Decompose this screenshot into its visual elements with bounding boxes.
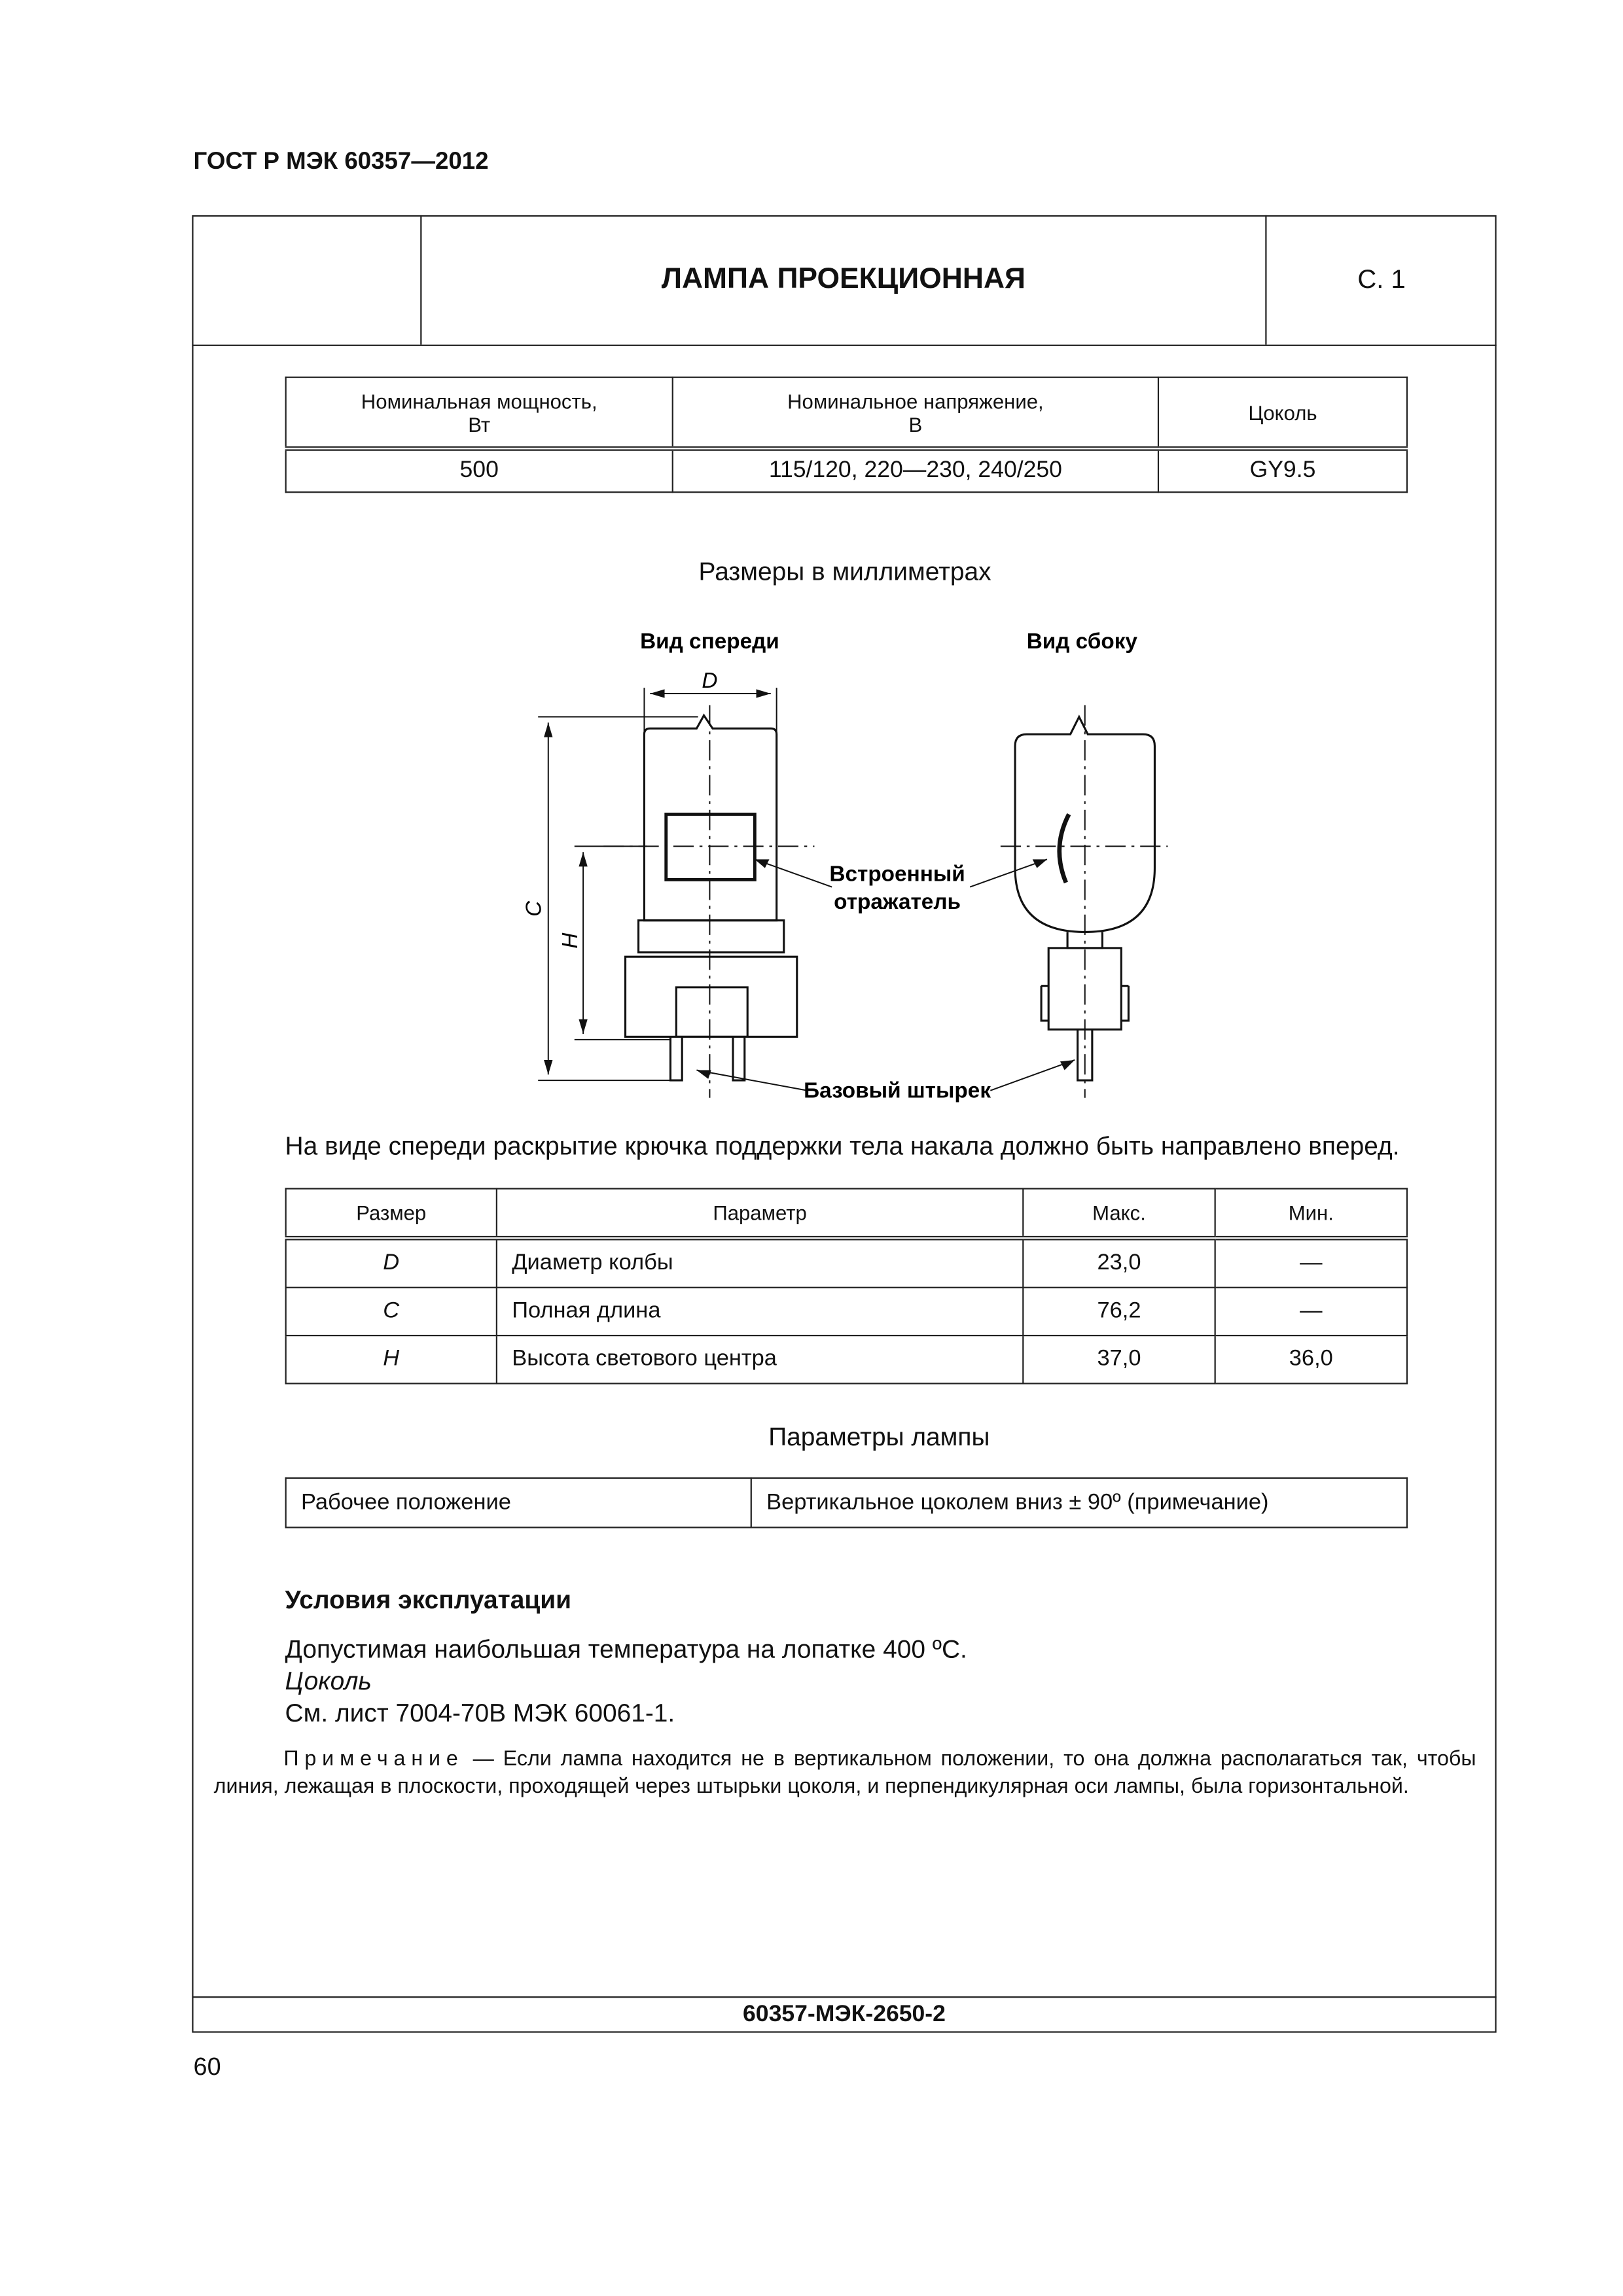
header-cap: Цоколь: [1158, 378, 1407, 449]
front-view-note: На виде спереди раскрытие крючка поддержки тела накала должно быть направлено вперед.: [285, 1131, 1400, 1161]
dim-param-cell: Диаметр колбы: [497, 1238, 1023, 1288]
dim-min-cell: 36,0: [1215, 1335, 1407, 1383]
dim-h-label: H: [558, 932, 583, 949]
dim-size-cell: H: [286, 1335, 497, 1383]
dim-d-label: D: [702, 669, 718, 694]
reflector-label-2: отражатель: [834, 889, 961, 914]
dim-max-cell: 76,2: [1023, 1288, 1215, 1335]
front-pin-left: [670, 1036, 682, 1080]
lamp-params-caption: Параметры лампы: [768, 1422, 990, 1451]
value-cap: GY9.5: [1158, 449, 1407, 493]
front-base: [626, 957, 797, 1036]
table-row: [286, 1238, 1407, 1288]
header-voltage: Номинальное напряжение, В: [673, 378, 1158, 449]
dim-min-cell: —: [1215, 1288, 1407, 1335]
note-paragraph: [214, 1746, 1476, 1801]
sheet-code: 60357-МЭК-2650-2: [192, 1996, 1496, 2033]
front-reflector-rect: [666, 814, 755, 879]
dim-header-max: Макс.: [1023, 1189, 1215, 1239]
ratings-table: [285, 377, 1408, 493]
lamp-params-table: [285, 1477, 1408, 1528]
table-row: [286, 1288, 1407, 1335]
page-number: 60: [193, 2053, 221, 2081]
dim-param-cell: Полная длина: [497, 1288, 1023, 1335]
front-base-slot: [676, 987, 747, 1037]
note-text: — Если лампа находится не в вертикальном положении, то она должна располагаться так, чтобы линия, лежащая в плоскости, проходящей через штырьки цоколя, и перпендикулярная оси лампы, была горизонтальной.: [213, 1748, 1476, 1799]
ratings-header-row: [286, 378, 1407, 449]
sheet-number: С. 1: [1357, 264, 1406, 294]
dimensions-caption: Размеры в миллиметрах: [698, 557, 991, 586]
header-power: Номинальная мощность, Вт: [286, 378, 673, 449]
title-block: [192, 215, 1496, 346]
conditions-cap-label: Цоколь: [285, 1666, 372, 1696]
sheet-title: ЛАМПА ПРОЕКЦИОННАЯ: [421, 215, 1266, 345]
dim-max-cell: 23,0: [1023, 1238, 1215, 1288]
lamp-params-row: [286, 1478, 1407, 1528]
note-label: Примечание: [283, 1748, 464, 1771]
conditions-temp: Допустимая наибольшая температура на лопатке 400 ºС.: [285, 1634, 967, 1664]
ratings-value-row: [286, 449, 1407, 493]
conditions-heading: Условия эксплуатации: [285, 1585, 572, 1614]
value-power: 500: [286, 449, 673, 493]
dim-c-label: C: [522, 900, 546, 917]
title-block-left-cell: [192, 215, 421, 345]
dim-header-min: Мин.: [1215, 1189, 1407, 1239]
front-pin-right: [733, 1036, 745, 1080]
pin-label: Базовый штырек: [804, 1078, 991, 1103]
dim-min-cell: —: [1215, 1238, 1407, 1288]
front-bulb-outline: [644, 715, 776, 920]
conditions-cap-ref: См. лист 7004-70В МЭК 60061-1.: [285, 1698, 675, 1727]
operating-position-label: Рабочее положение: [286, 1478, 751, 1528]
side-reflector-arc: [1060, 814, 1069, 882]
dim-size-cell: D: [286, 1238, 497, 1288]
table-row: [286, 1335, 1407, 1383]
dim-max-cell: 37,0: [1023, 1335, 1215, 1383]
front-view-label: Вид спереди: [640, 629, 779, 654]
side-view-label: Вид сбоку: [1026, 629, 1137, 654]
dimensions-table: [285, 1188, 1408, 1385]
value-voltage: 115/120, 220—230, 240/250: [673, 449, 1158, 493]
dim-header-row: [286, 1189, 1407, 1239]
dim-header-param: Параметр: [497, 1189, 1023, 1239]
operating-position-value: Вертикальное цоколем вниз ± 90º (примечание): [751, 1478, 1407, 1528]
dim-size-cell: C: [286, 1288, 497, 1335]
dim-param-cell: Высота светового центра: [497, 1335, 1023, 1383]
standard-header: ГОСТ Р МЭК 60357—2012: [193, 148, 489, 175]
dim-header-size: Размер: [286, 1189, 497, 1239]
lamp-drawing: [516, 618, 1200, 1112]
front-neck: [639, 921, 784, 953]
reflector-label-1: Встроенный: [829, 862, 965, 887]
